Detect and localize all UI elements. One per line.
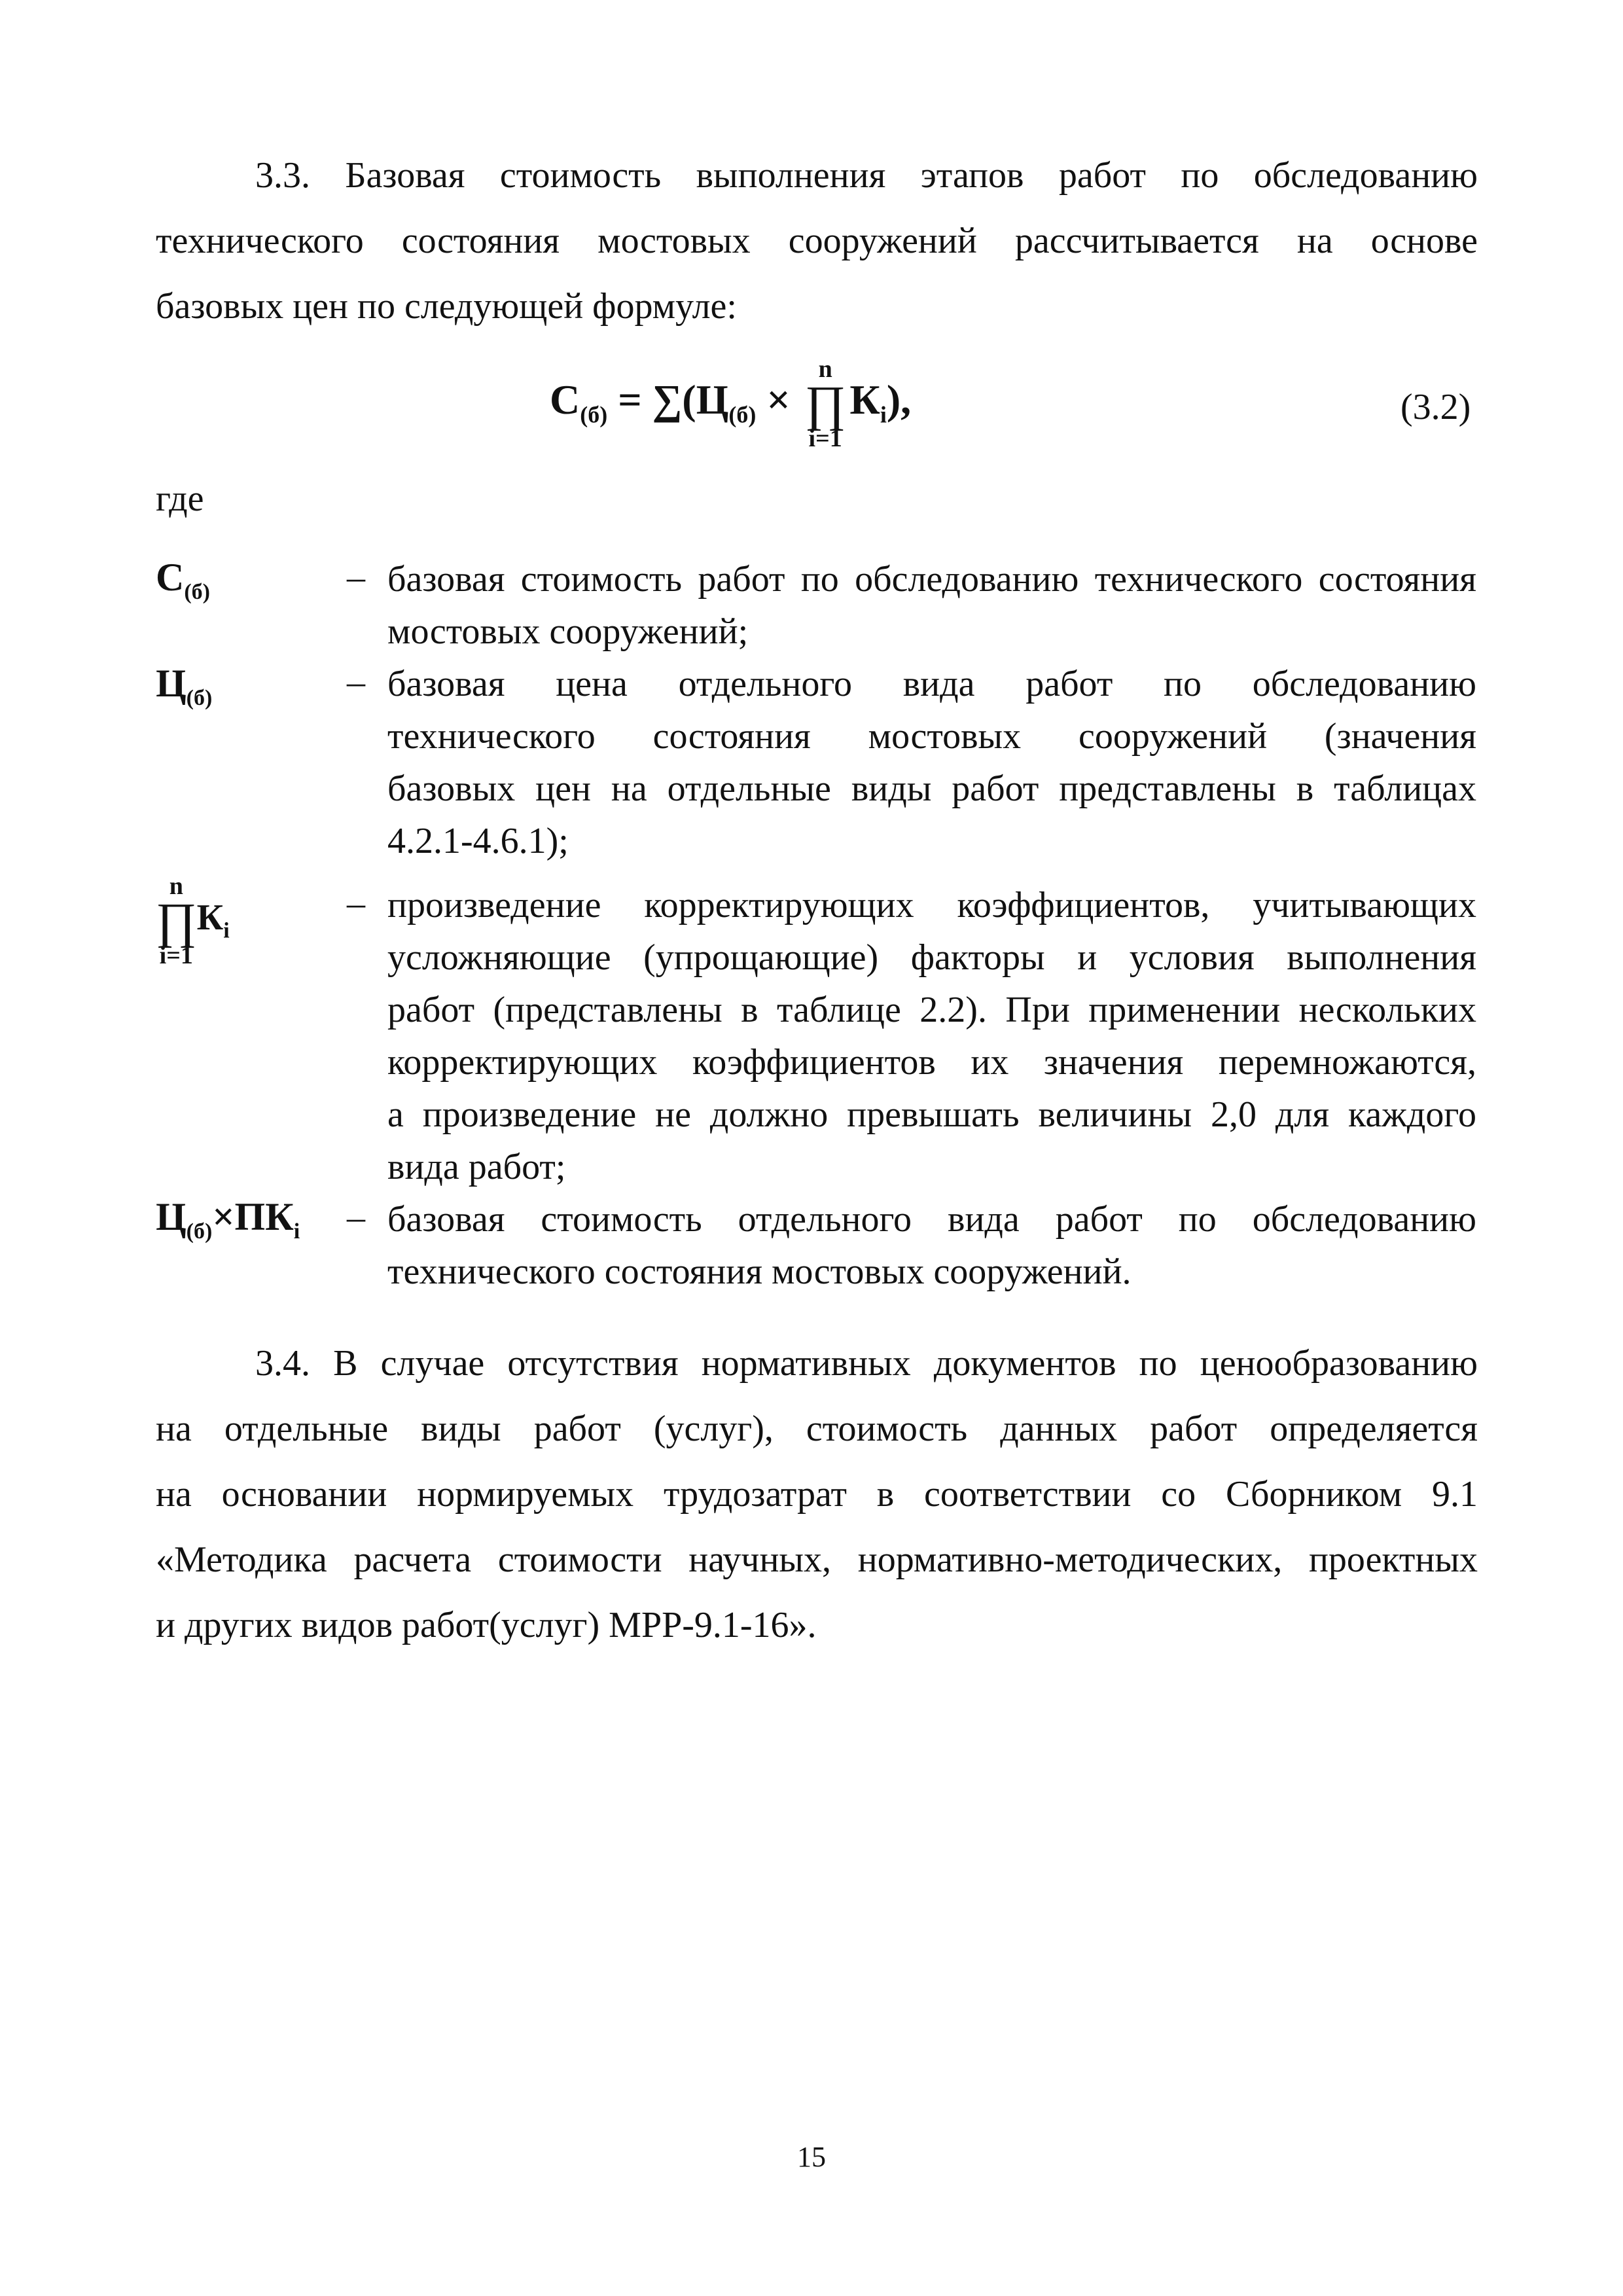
symbol-letter: Ц — [156, 1195, 187, 1238]
definition-line: базовая стоимость отдельного вида работ по обследованию — [387, 1199, 1476, 1240]
definition-line: технического состояния мостовых сооружений. — [387, 1251, 1132, 1292]
definition-line: технического состояния мостовых сооружений (значения — [387, 716, 1476, 757]
formula-lhs: С — [550, 376, 580, 423]
definition-dash: – — [347, 662, 365, 702]
definition-line: мостовых сооружений; — [387, 611, 749, 652]
paragraph-3-4 — [156, 1345, 1478, 1672]
definition-line: базовая цена отдельного вида работ по обследованию — [387, 664, 1476, 704]
paragraph-line: 3.4. В случае отсутствия нормативных документов по ценообразованию — [255, 1343, 1478, 1384]
definition-dash: – — [347, 557, 365, 598]
paragraph-line: на основании нормируемых трудозатрат в соответствии со Сборником 9.1 — [156, 1474, 1478, 1515]
symbol-product-k: ×ПК — [212, 1195, 294, 1238]
symbol-subscript: i — [223, 918, 230, 943]
page-number: 15 — [797, 2141, 826, 2173]
definition-line: произведение корректирующих коэффициентов, учитывающих — [387, 885, 1476, 925]
definition-line: 4.2.1-4.6.1); — [387, 821, 569, 861]
definition-text-price — [387, 658, 1476, 867]
formula-price-sub: (б) — [728, 401, 757, 428]
paragraph-line: «Методика расчета стоимости научных, нормативно-методических, проектных — [156, 1539, 1478, 1580]
definition-symbol-work-cost — [156, 1194, 300, 1244]
product-lower-limit: i=1 — [159, 942, 193, 970]
formula-lhs-sub: (б) — [580, 401, 608, 428]
definition-line: корректирующих коэффициентов их значения перемножаются, — [387, 1042, 1476, 1083]
definition-line: вида работ; — [387, 1147, 566, 1187]
symbol-letter: К — [196, 897, 224, 939]
paragraph-line: 3.3. Базовая стоимость выполнения этапов работ по обследованию — [255, 155, 1478, 196]
definition-symbol-product — [156, 874, 230, 968]
symbol-subscript: (б) — [186, 686, 213, 710]
formula-close: ), — [886, 376, 912, 423]
product-symbol: ∏ — [804, 376, 846, 431]
definition-text-product — [387, 879, 1476, 1193]
paragraph-line: на отдельные виды работ (услуг), стоимость данных работ определяется — [156, 1408, 1478, 1449]
product-symbol: ∏ — [156, 893, 197, 948]
definition-dash: – — [347, 883, 365, 924]
symbol-subscript: (б) — [184, 580, 210, 604]
paragraph-line: и других видов работ(услуг) МРР-9.1-16». — [156, 1605, 817, 1645]
definition-text-cost — [387, 553, 1476, 658]
product-operator — [805, 357, 846, 451]
definition-line: базовых цен на отдельные виды работ представлены в таблицах — [387, 768, 1476, 809]
symbol-subscript: (б) — [186, 1219, 213, 1244]
formula-times: × — [756, 376, 791, 423]
definition-text-work-cost — [387, 1193, 1476, 1298]
product-upper-limit: n — [818, 355, 832, 383]
product-operator — [156, 874, 197, 968]
symbol-subscript: i — [293, 1219, 300, 1244]
formula-equals-sum: = ∑(Ц — [607, 376, 729, 423]
symbol-letter: С — [156, 556, 185, 599]
formula-number: (3.2) — [1400, 387, 1471, 427]
paragraph-line: технического состояния мостовых сооружений рассчитывается на основе — [156, 221, 1478, 261]
definition-line: а произведение не должно превышать величины 2,0 для каждого — [387, 1094, 1476, 1135]
formula-3-2 — [550, 357, 911, 451]
product-upper-limit: n — [169, 872, 183, 900]
definition-symbol-cost — [156, 555, 210, 605]
where-label: где — [156, 478, 204, 519]
definition-symbol-price — [156, 661, 212, 711]
formula-k: К — [849, 376, 880, 423]
definition-dash: – — [347, 1197, 365, 1238]
symbol-letter: Ц — [156, 662, 187, 705]
definition-line: работ (представлены в таблице 2.2). При применении нескольких — [387, 990, 1476, 1030]
product-lower-limit: i=1 — [808, 425, 842, 453]
definition-line: базовая стоимость работ по обследованию технического состояния — [387, 559, 1476, 600]
definition-line: усложняющие (упрощающие) факторы и условия выполнения — [387, 937, 1476, 978]
paragraph-3-3 — [156, 157, 1478, 353]
formula-k-sub: i — [880, 401, 887, 428]
paragraph-line: базовых цен по следующей формуле: — [156, 286, 737, 327]
